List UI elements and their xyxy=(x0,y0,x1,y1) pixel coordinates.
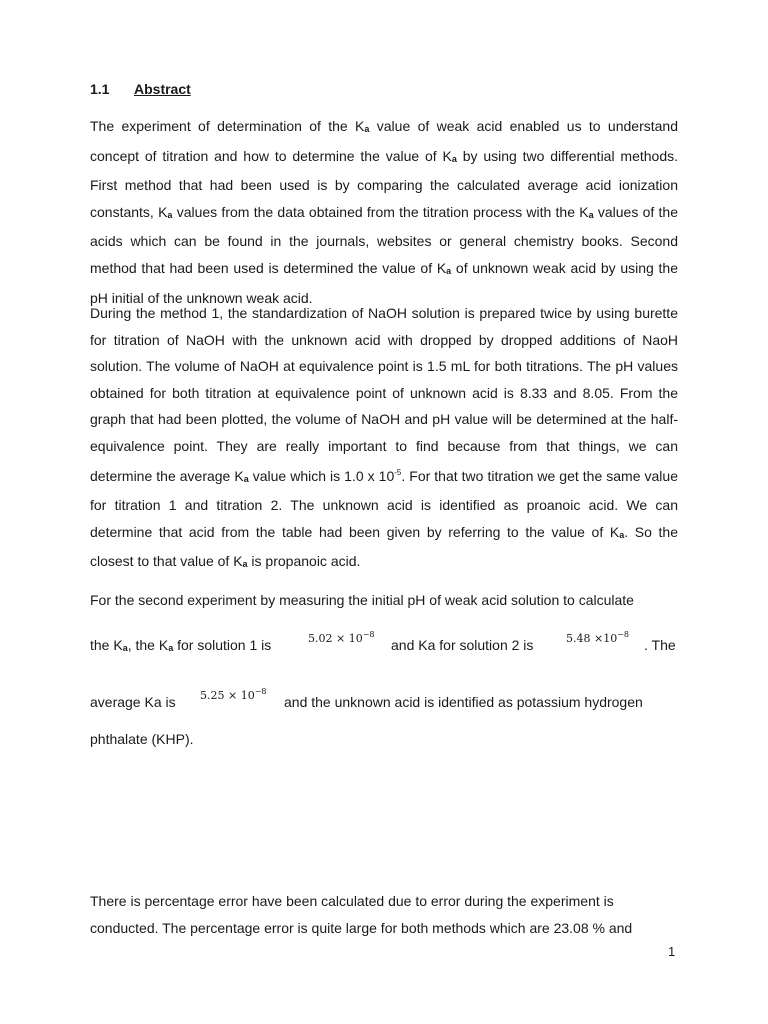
math-base: 5.48 ×10 xyxy=(566,632,618,645)
text-run: . So the closest to that value of K xyxy=(90,523,678,570)
average-ka-label: average Ka is xyxy=(90,694,176,710)
text-run: value of weak acid enabled us to understand concept of titration and how to determine the value of K xyxy=(90,118,678,164)
error-paragraph-line-1: There is percentage error have been calculated due to error during the experiment is xyxy=(90,893,614,909)
subscript-a: a xyxy=(364,124,370,134)
text-run: is propanoic acid. xyxy=(247,553,361,570)
subscript-a: a xyxy=(243,473,249,484)
identification-text: and the unknown acid is identified as potassium hydrogen xyxy=(284,694,643,710)
text-run: for solution 1 is xyxy=(173,637,272,653)
subscript-a: a xyxy=(619,529,625,540)
subscript-a: a xyxy=(242,559,248,570)
math-exponent: −8 xyxy=(254,687,267,696)
section-title: Abstract xyxy=(134,81,191,97)
text-run: values of the acids which can be found in the journals, websites or general chemistry books. Second method that had been used is determined the value of K xyxy=(90,203,678,276)
math-base: 5.02 × 10 xyxy=(308,632,363,645)
error-paragraph-line-2: conducted. The percentage error is quite large for both methods which are 23.08 % and xyxy=(90,920,633,936)
subscript-a: a xyxy=(122,643,128,653)
subscript-a: a xyxy=(446,265,452,276)
abstract-paragraph-1 xyxy=(90,113,678,311)
abstract-paragraph-2 xyxy=(90,300,678,578)
ka-solution-1-equation xyxy=(308,630,375,645)
subscript-a: a xyxy=(167,209,173,220)
text-run: The experiment of determination of the K xyxy=(90,118,365,134)
ka-solution-2-equation xyxy=(566,630,629,645)
text-run: of unknown weak acid by using the pH initial of the unknown weak acid. xyxy=(90,259,678,306)
text-run: values from the data obtained from the titration process with the K xyxy=(172,203,589,220)
text-run: , the K xyxy=(127,637,169,653)
subscript-a: a xyxy=(451,153,457,164)
ka-values-line xyxy=(90,637,271,653)
math-exponent: −8 xyxy=(617,630,629,639)
text-run: the K xyxy=(90,637,123,653)
subscript-a: a xyxy=(588,209,594,220)
subscript-a: a xyxy=(168,643,174,653)
ka-solution-2-label: and Ka for solution 2 is xyxy=(391,637,534,653)
abstract-paragraph-3: For the second experiment by measuring the initial pH of weak acid solution to calculate xyxy=(90,592,634,608)
khp-line: phthalate (KHP). xyxy=(90,731,194,747)
math-exponent: −8 xyxy=(362,630,375,639)
text-run: During the method 1, the standardization of NaOH solution is prepared twice by using burette for titration of NaOH with the unknown acid with dropped by dropped additions of NaoH solution. The volume of NaOH at equivalence point is 1.5 mL for both titrations. The pH values obtained for both titration at equivalence point of unknown acid is 8.33 and 8.05. From the graph that had been plotted, the volume of NaOH and pH value will be determined at the half-equivalence point. They are really important to find because from that things, we can determine the average K xyxy=(90,305,678,484)
text-run: value which is 1.0 x 10 xyxy=(248,467,395,484)
average-ka-equation xyxy=(200,687,267,702)
section-number: 1.1 xyxy=(90,81,110,97)
page-number: 1 xyxy=(668,944,676,959)
section-heading xyxy=(90,81,191,97)
text-run: . For that two titration we get the same value for titration 1 and titration 2. The unknown acid is identified as proanoic acid. We can determine that acid from the table had been given by referring to the value of K xyxy=(90,467,678,540)
math-base: 5.25 × 10 xyxy=(200,689,255,702)
line-end-text: . The xyxy=(644,637,676,653)
text-run: by using two differential methods. First method that had been used is by comparing the calculated average acid ionization constants, K xyxy=(90,147,678,220)
superscript-exponent: -5 xyxy=(394,467,402,477)
